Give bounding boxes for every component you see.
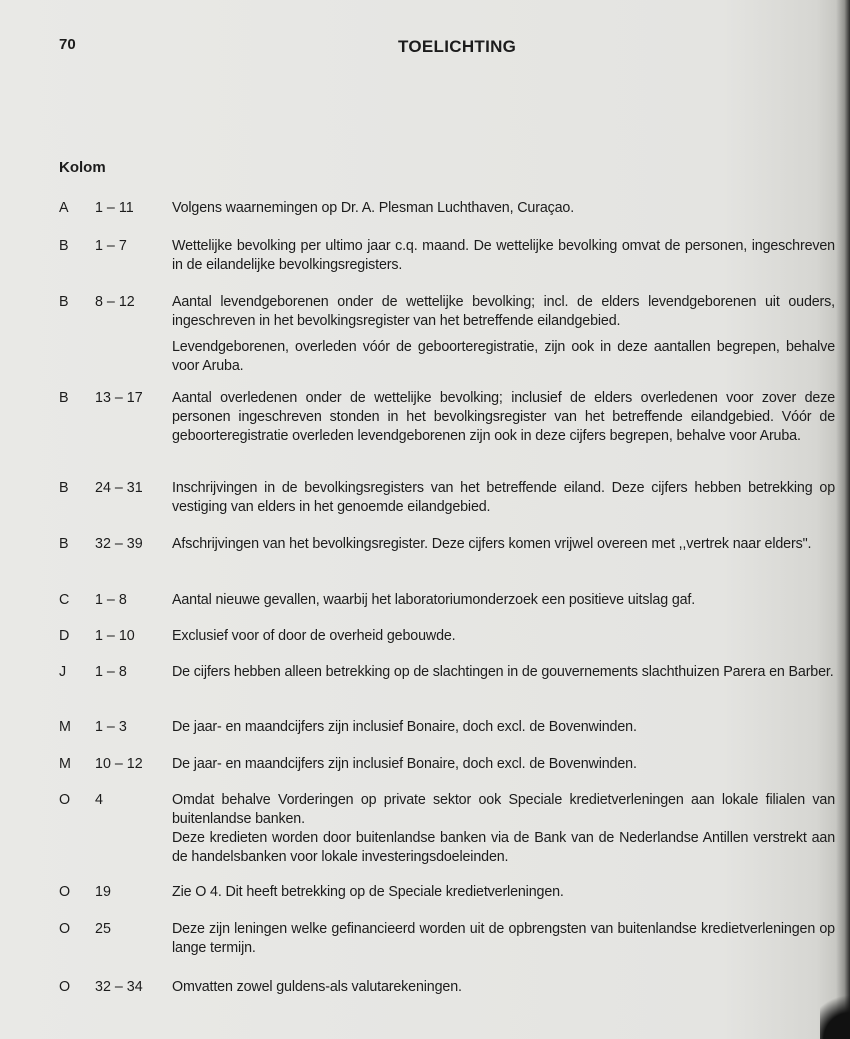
- column-range: 4: [95, 792, 103, 808]
- column-range: 24 – 31: [95, 480, 143, 496]
- note-text: [172, 755, 835, 774]
- column-range: 32 – 39: [95, 536, 143, 552]
- column-range: 1 – 8: [95, 664, 127, 680]
- note-text: [172, 920, 835, 958]
- column-range: 10 – 12: [95, 756, 143, 772]
- table-letter: O: [59, 979, 71, 995]
- note-entry: [59, 389, 835, 446]
- column-range: 1 – 10: [95, 628, 135, 644]
- note-paragraph: Zie O 4. Dit heeft betrekking op de Speciale kredietverleningen.: [172, 884, 564, 900]
- table-letter: D: [59, 628, 70, 644]
- note-paragraph: De cijfers hebben alleen betrekking op de slachtingen in de gouvernements slachthuizen Parera en Barber.: [172, 664, 834, 680]
- column-range: 25: [95, 921, 111, 937]
- note-paragraph: Volgens waarnemingen op Dr. A. Plesman Luchthaven, Curaçao.: [172, 200, 575, 216]
- note-paragraph: Afschrijvingen van het bevolkingsregister. Deze cijfers komen vrijwel overeen met ,,vertrek naar elders".: [172, 536, 812, 552]
- note-entry: [59, 755, 835, 774]
- note-entry: [59, 883, 835, 902]
- note-paragraph: Aantal levendgeborenen onder de wettelijke bevolking; incl. de elders levendgeborenen uit ouders, ingeschreven in het bevolkingsregister van het betreffende eilandgebied.: [172, 294, 835, 329]
- note-paragraph: Wettelijke bevolking per ultimo jaar c.q. maand. De wettelijke bevolking omvat de personen, ingeschreven in de eilandelijke bevolkingsregisters.: [172, 238, 835, 273]
- note-paragraph: Exclusief voor of door de overheid gebouwde.: [172, 628, 456, 644]
- note-paragraph: Inschrijvingen in de bevolkingsregisters van het betreffende eiland. Deze cijfers hebben betrekking op vestiging van elders in het genoemde eilandgebied.: [172, 480, 835, 515]
- note-entry: [59, 237, 835, 275]
- table-letter: J: [59, 664, 67, 680]
- note-paragraph: Omvatten zowel guldens-als valutarekeningen.: [172, 979, 462, 995]
- table-letter: O: [59, 884, 71, 900]
- page-title: TOELICHTING: [398, 37, 517, 56]
- note-entry: [59, 791, 835, 867]
- note-entry: [59, 591, 835, 610]
- note-text: [172, 237, 835, 275]
- note-entry: [59, 663, 835, 682]
- column-header: Kolom: [59, 159, 106, 176]
- note-text: [172, 591, 835, 610]
- note-entry: [59, 718, 835, 737]
- column-range: 19: [95, 884, 111, 900]
- note-text: [172, 199, 835, 218]
- column-range: 8 – 12: [95, 294, 135, 310]
- table-letter: B: [59, 294, 69, 310]
- note-text: [172, 293, 835, 376]
- column-range: 1 – 3: [95, 719, 127, 735]
- note-entry: [59, 293, 835, 376]
- note-text: [172, 718, 835, 737]
- note-paragraph: Deze zijn leningen welke gefinancieerd worden uit de opbrengsten van buitenlandse kredietverleningen op lange termijn.: [172, 921, 835, 956]
- note-text: [172, 663, 835, 682]
- note-entry: [59, 535, 835, 554]
- note-text: [172, 883, 835, 902]
- note-entry: [59, 627, 835, 646]
- column-range: 1 – 8: [95, 592, 127, 608]
- note-paragraph: Levendgeborenen, overleden vóór de geboorteregistratie, zijn ook in deze aantallen begrepen, behalve voor Aruba.: [172, 339, 835, 374]
- page-edge-shadow: [836, 0, 850, 1039]
- note-paragraph: De jaar- en maandcijfers zijn inclusief Bonaire, doch excl. de Bovenwinden.: [172, 719, 637, 735]
- note-text: [172, 791, 835, 867]
- table-letter: B: [59, 238, 69, 254]
- note-text: [172, 389, 835, 446]
- table-letter: O: [59, 792, 71, 808]
- note-entry: [59, 199, 835, 218]
- table-letter: C: [59, 592, 70, 608]
- table-letter: A: [59, 200, 69, 216]
- note-text: [172, 535, 835, 554]
- table-letter: B: [59, 390, 69, 406]
- note-paragraph: Aantal nieuwe gevallen, waarbij het laboratoriumonderzoek een positieve uitslag gaf.: [172, 592, 696, 608]
- table-letter: M: [59, 719, 71, 735]
- note-entry: [59, 978, 835, 997]
- table-letter: B: [59, 480, 69, 496]
- note-paragraph: Deze kredieten worden door buitenlandse banken via de Bank van de Nederlandse Antillen verstrekt aan de handelsbanken voor lokale investeringsdoeleinden.: [172, 830, 835, 865]
- table-letter: O: [59, 921, 71, 937]
- table-letter: M: [59, 756, 71, 772]
- table-letter: B: [59, 536, 69, 552]
- note-paragraph: De jaar- en maandcijfers zijn inclusief Bonaire, doch excl. de Bovenwinden.: [172, 756, 637, 772]
- note-text: [172, 479, 835, 517]
- page-number: 70: [59, 36, 76, 53]
- column-range: 1 – 7: [95, 238, 127, 254]
- note-entry: [59, 920, 835, 958]
- note-text: [172, 978, 835, 997]
- column-range: 13 – 17: [95, 390, 143, 406]
- note-paragraph: Aantal overledenen onder de wettelijke bevolking; inclusief de elders overledenen voor zover deze personen ingeschreven stonden in het bevolkingsregister van het betreffende eilandgebied. Vóór de geboorteregistratie overleden levendgeborenen zijn ook in deze cijfers begrepen, behalve voor Aruba.: [172, 390, 835, 444]
- column-range: 1 – 11: [95, 200, 134, 216]
- note-text: [172, 627, 835, 646]
- note-paragraph: Omdat behalve Vorderingen op private sektor ook Speciale kredietverleningen aan lokale filialen van buitenlandse banken.: [172, 792, 835, 827]
- column-range: 32 – 34: [95, 979, 143, 995]
- note-entry: [59, 479, 835, 517]
